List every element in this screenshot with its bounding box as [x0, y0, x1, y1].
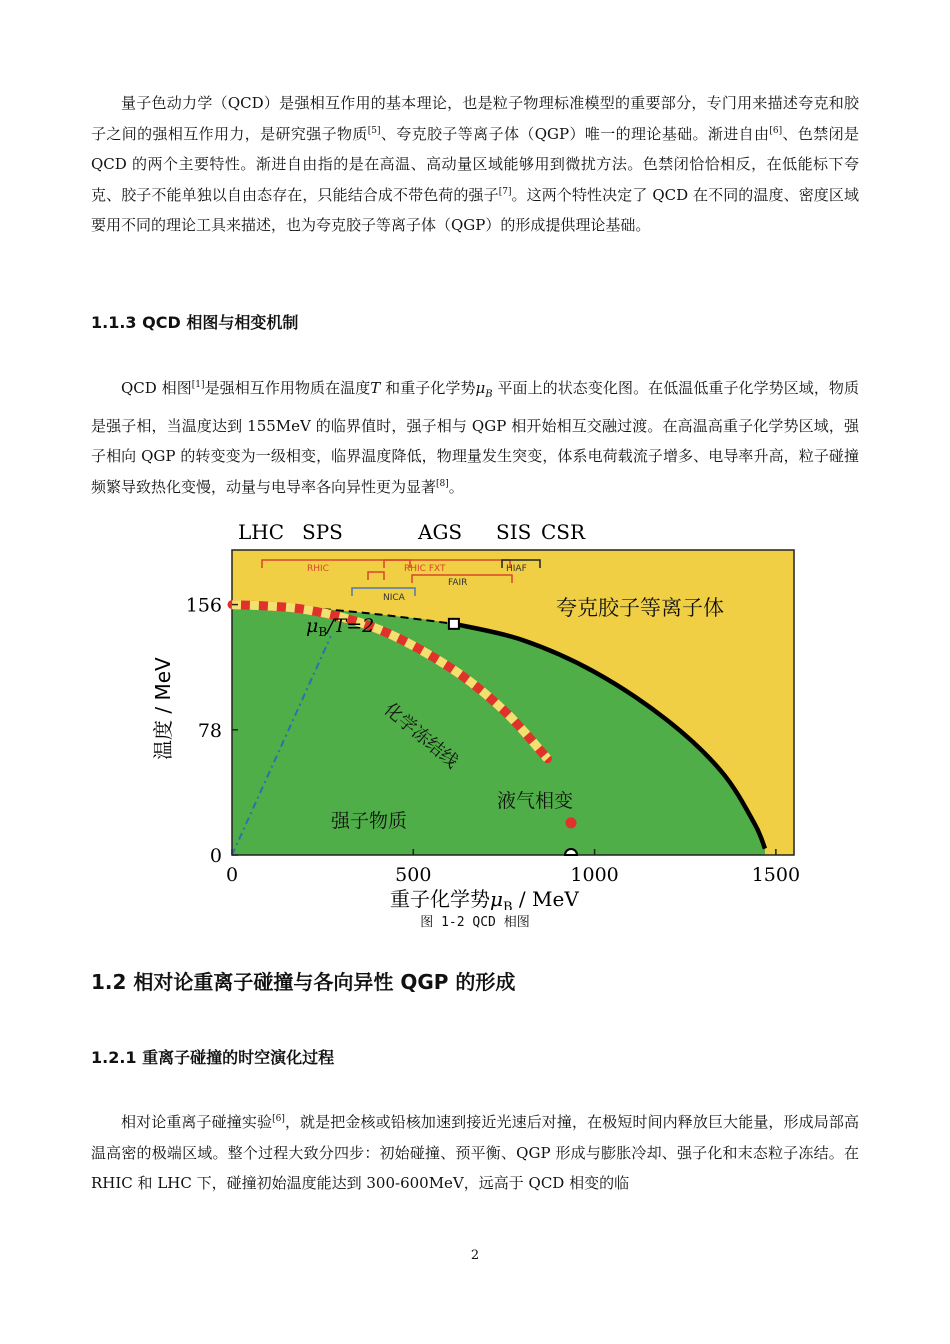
label-fair: FAIR — [448, 578, 468, 588]
section-heading-1-1-3: 1.1.3 QCD 相图与相变机制 — [91, 313, 299, 332]
text-run: 。这两个特性决定了 QCD 在不同的温度、密度区域要用不同的理论工具来描述，也为夸克胶子等离子体（QGP）的形成提供理论基础。 — [91, 185, 859, 234]
y-tick-label: 156 — [185, 594, 222, 617]
citation: [6] — [272, 1114, 285, 1124]
label-rhic: RHIC — [307, 564, 329, 574]
citation: [8] — [436, 478, 449, 489]
x-tick-label: 500 — [395, 864, 432, 886]
label-freezeout: 化学冻结线 — [379, 698, 463, 773]
ratio-sub: B — [318, 625, 328, 639]
ratio-mu: μ — [306, 615, 319, 637]
label-liquid-gas: 液气相变 — [497, 790, 574, 812]
label-rhic-fxt: RHIC FXT — [404, 564, 446, 574]
section-heading-1-2-1: 1.2.1 重离子碰撞的时空演化过程 — [91, 1048, 335, 1067]
ratio-t: /T=2 — [327, 615, 375, 637]
symbol-mu: μ — [475, 379, 486, 397]
y-tick-label: 0 — [209, 845, 222, 867]
citation: [7] — [498, 186, 512, 197]
y-axis-label: 温度 / MeV — [151, 657, 175, 760]
x-tick-label: 1500 — [751, 864, 801, 886]
text-run: 相对论重离子碰撞实验 — [121, 1113, 273, 1131]
nuclear-matter-point — [565, 849, 577, 855]
label-csr: CSR — [541, 520, 586, 544]
qcd-phase-diagram — [140, 515, 810, 910]
label-mu-over-t — [306, 615, 374, 639]
citation: [1] — [191, 380, 205, 390]
label-qgp: 夸克胶子等离子体 — [556, 596, 724, 620]
paragraph-heavy-ion — [91, 1107, 859, 1199]
symbol-temperature: T — [370, 379, 381, 397]
symbol-mu-subscript: B — [485, 389, 493, 400]
x-label-mu: μ — [490, 887, 503, 910]
y-tick-label: 78 — [197, 719, 222, 742]
label-hiaf: HIAF — [506, 564, 527, 574]
x-label-unit: / MeV — [512, 887, 579, 910]
liquid-gas-point — [566, 817, 577, 828]
x-tick-label: 0 — [225, 864, 239, 886]
text-run: 。 — [448, 477, 464, 496]
label-sps: SPS — [302, 520, 343, 544]
label-sis: SIS — [496, 520, 532, 544]
text-run: 是强相互作用物质在温度 — [204, 379, 371, 397]
citation: [6] — [769, 125, 783, 136]
x-tick-label: 1000 — [570, 864, 619, 886]
y-axis-ticks — [186, 595, 238, 867]
label-hadron: 强子物质 — [331, 810, 408, 832]
paragraph-qcd-intro — [91, 88, 859, 241]
citation: [5] — [367, 125, 381, 136]
text-run: 和重子化学势 — [380, 379, 476, 397]
label-nica: NICA — [383, 593, 405, 603]
x-label-text: 重子化学势 — [390, 887, 490, 910]
label-lhc: LHC — [238, 520, 285, 544]
text-run: 、夸克胶子等离子体（QGP）唯一的理论基础。渐进自由 — [380, 124, 770, 143]
text-run: 量子色动力学（QCD）是强相互作用的基本理论，也是粒子物理标准模型的重要部分，专门用来描述夸克和胶子之间的强相互作用力，是研究强子物质 — [91, 94, 859, 143]
text-run: 、色禁闭是 QCD 的两个主要特性。渐进自由指的是在高温、高动量区域能够用到微扰方法。色禁闭恰恰相反，在低能标下夸克、胶子不能单独以自由态存在，只能结合成不带色荷的强子 — [91, 124, 859, 204]
text-run: QCD 相图 — [121, 379, 192, 397]
label-ags: AGS — [418, 520, 463, 544]
text-run: 平面上的状态变化图。在低温低重子化学势区域，物质是强子相，当温度达到 155MeV 的临界值时，强子相与 QGP 相开始相互交融过渡。在高温高重子化学势区域，强子相向 QGP 的转变变为一级相变，临界温度降低，物理量发生突变，体系电荷载流子增多、电导率升高，粒子碰撞频繁导致热化变慢，动量与电导率各向异性更为显著 — [91, 379, 859, 496]
critical-point — [449, 619, 459, 629]
paragraph-phase-diagram — [91, 373, 859, 502]
x-axis-label — [390, 887, 579, 910]
page-number: 2 — [470, 1248, 480, 1263]
text-run: ，就是把金核或铅核加速到接近光速后对撞，在极短时间内释放巨大能量，形成局部高温高密的极端区域。整个过程大致分四步：初始碰撞、预平衡、QGP 形成与膨胀冷却、强子化和末态粒子冻结。在 RHIC 和 LHC 下，碰撞初始温度能达到 300-600MeV，远高于 QCD 相变的临 — [91, 1113, 859, 1192]
x-label-sub: B — [503, 900, 513, 910]
figure-caption: 图 1-2 QCD 相图 — [420, 915, 530, 930]
section-heading-1-2: 1.2 相对论重离子碰撞与各向异性 QGP 的形成 — [91, 970, 516, 994]
